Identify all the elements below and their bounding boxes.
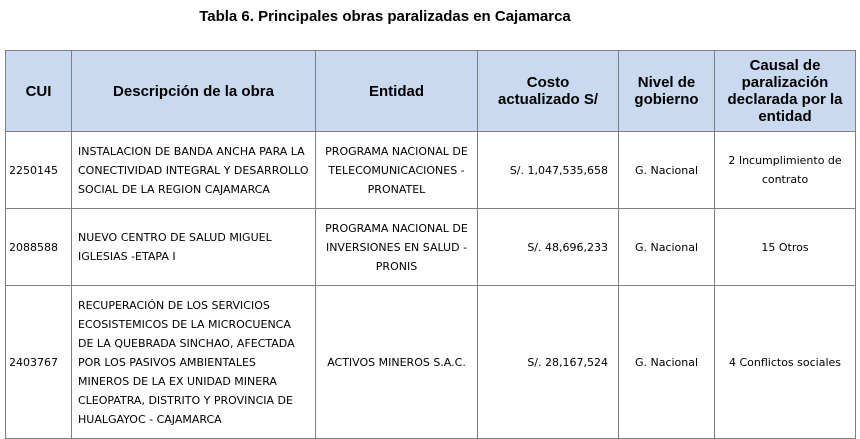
cell-causal: 15 Otros (715, 209, 856, 286)
cell-causal: 2 Incumplimiento de contrato (715, 132, 856, 209)
cell-causal: 4 Conflictos sociales (715, 286, 856, 439)
cell-cui: 2403767 (6, 286, 72, 439)
table-row (6, 286, 856, 439)
cell-descripcion: RECUPERACIÓN DE LOS SERVICIOS ECOSISTEMICOS DE LA MICROCUENCA DE LA QUEBRADA SINCHAO, AFECTADA POR LOS PASIVOS AMBIENTALES MINEROS DE LA EX UNIDAD MINERA CLEOPATRA, DISTRITO Y PROVINCIA DE HUALGAYOC - CAJAMARCA (72, 286, 316, 439)
table-title: Tabla 6. Principales obras paralizadas en Cajamarca (199, 8, 571, 25)
cell-costo: S/. 28,167,524 (478, 286, 619, 439)
obras-table (5, 50, 856, 439)
table-row (6, 132, 856, 209)
cell-nivel: G. Nacional (619, 209, 715, 286)
cell-nivel: G. Nacional (619, 286, 715, 439)
cell-entidad: PROGRAMA NACIONAL DE TELECOMUNICACIONES - PRONATEL (316, 132, 478, 209)
cell-descripcion: INSTALACION DE BANDA ANCHA PARA LA CONECTIVIDAD INTEGRAL Y DESARROLLO SOCIAL DE LA REGION CAJAMARCA (72, 132, 316, 209)
header-row (6, 51, 856, 132)
header-descripcion: Descripción de la obra (72, 51, 316, 132)
cell-cui: 2088588 (6, 209, 72, 286)
header-entidad: Entidad (316, 51, 478, 132)
cell-costo: S/. 48,696,233 (478, 209, 619, 286)
header-nivel: Nivel de gobierno (619, 51, 715, 132)
cell-cui: 2250145 (6, 132, 72, 209)
cell-costo: S/. 1,047,535,658 (478, 132, 619, 209)
cell-entidad: PROGRAMA NACIONAL DE INVERSIONES EN SALUD - PRONIS (316, 209, 478, 286)
cell-entidad: ACTIVOS MINEROS S.A.C. (316, 286, 478, 439)
cell-nivel: G. Nacional (619, 132, 715, 209)
cell-descripcion: NUEVO CENTRO DE SALUD MIGUEL IGLESIAS -ETAPA I (72, 209, 316, 286)
header-causal: Causal de paralización declarada por la entidad (715, 51, 856, 132)
header-cui: CUI (6, 51, 72, 132)
header-costo: Costo actualizado S/ (478, 51, 619, 132)
table-row (6, 209, 856, 286)
